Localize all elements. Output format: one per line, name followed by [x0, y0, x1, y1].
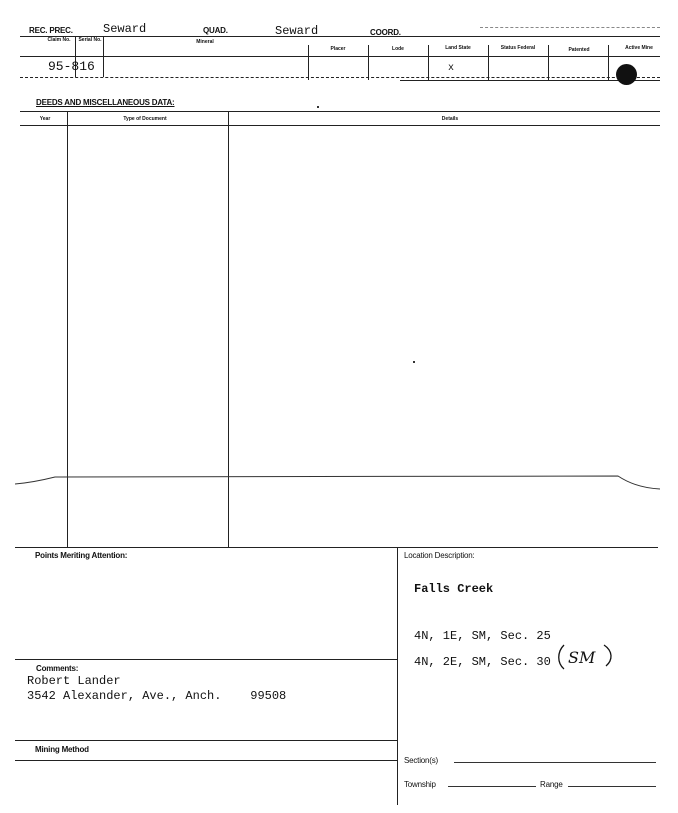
comments-label: Comments:	[36, 664, 79, 673]
col-divider	[608, 45, 609, 80]
quad-value[interactable]: Seward	[275, 24, 319, 38]
col-divider	[368, 45, 369, 80]
col-header-mineral: Mineral	[196, 39, 214, 45]
col-header-serial-no: Serial No.	[78, 37, 102, 43]
fold-line	[15, 468, 663, 498]
location-place[interactable]: Falls Creek	[414, 582, 494, 596]
location-line-1[interactable]: 4N, 1E, SM, Sec. 25	[414, 629, 551, 643]
deeds-col-year: Year	[39, 116, 51, 122]
hole-punch-mark	[616, 64, 637, 85]
handwritten-annotation	[556, 642, 620, 672]
deeds-header-rule	[20, 125, 660, 126]
rec-prec-value[interactable]: Seward	[103, 22, 147, 36]
claim-number-value[interactable]: 95-816	[48, 59, 95, 74]
points-label: Points Meriting Attention:	[35, 551, 128, 560]
deeds-col-details: Details	[441, 116, 459, 122]
col-header-patented: Patented	[568, 47, 590, 53]
col-divider	[488, 45, 489, 80]
handwritten-sm: SM	[568, 648, 596, 667]
land-state-mark[interactable]: x	[448, 63, 455, 74]
location-line-2[interactable]: 4N, 2E, SM, Sec. 30	[414, 655, 551, 669]
points-bottom-rule	[15, 659, 397, 660]
col-divider	[103, 36, 104, 77]
deeds-section-title: DEEDS AND MISCELLANEOUS DATA:	[36, 98, 175, 107]
claim-table-bottom-rule	[20, 77, 660, 78]
range-blank[interactable]	[568, 786, 656, 787]
range-label: Range	[540, 780, 563, 789]
deeds-bottom-rule	[15, 547, 658, 548]
mining-method-rule	[15, 760, 397, 761]
comments-line-2[interactable]: 3542 Alexander, Ave., Anch. 99508	[27, 689, 287, 703]
col-header-status-federal: Status Federal	[500, 45, 536, 51]
deeds-col-type: Type of Document	[123, 116, 167, 122]
comments-bottom-rule	[15, 740, 397, 741]
deeds-top-rule	[20, 111, 660, 112]
speck	[413, 361, 415, 363]
quad-label: QUAD.	[203, 26, 228, 35]
coord-label: COORD.	[370, 28, 401, 37]
col-divider	[428, 45, 429, 80]
township-label: Township	[404, 780, 436, 789]
header-top-faint-rule	[480, 27, 660, 28]
claim-table-mid-rule	[20, 56, 660, 57]
col-header-claim-no: Claim No.	[47, 37, 71, 43]
township-blank[interactable]	[448, 786, 536, 787]
lower-vertical-divider	[397, 547, 398, 805]
col-divider	[548, 45, 549, 80]
col-header-lode: Lode	[392, 46, 404, 52]
col-header-placer: Placer	[330, 46, 346, 52]
speck	[317, 106, 319, 108]
rec-prec-label: REC. PREC.	[29, 26, 73, 35]
sections-label: Section(s)	[404, 756, 439, 765]
col-header-active-mine: Active Mine	[625, 45, 653, 51]
location-label: Location Description:	[404, 551, 475, 560]
comments-line-1[interactable]: Robert Lander	[27, 674, 121, 688]
header-rule	[20, 36, 660, 37]
mining-method-label: Mining Method	[35, 745, 89, 754]
col-header-land-state: Land State	[445, 45, 471, 51]
sections-blank[interactable]	[454, 762, 656, 763]
col-divider	[308, 45, 309, 80]
